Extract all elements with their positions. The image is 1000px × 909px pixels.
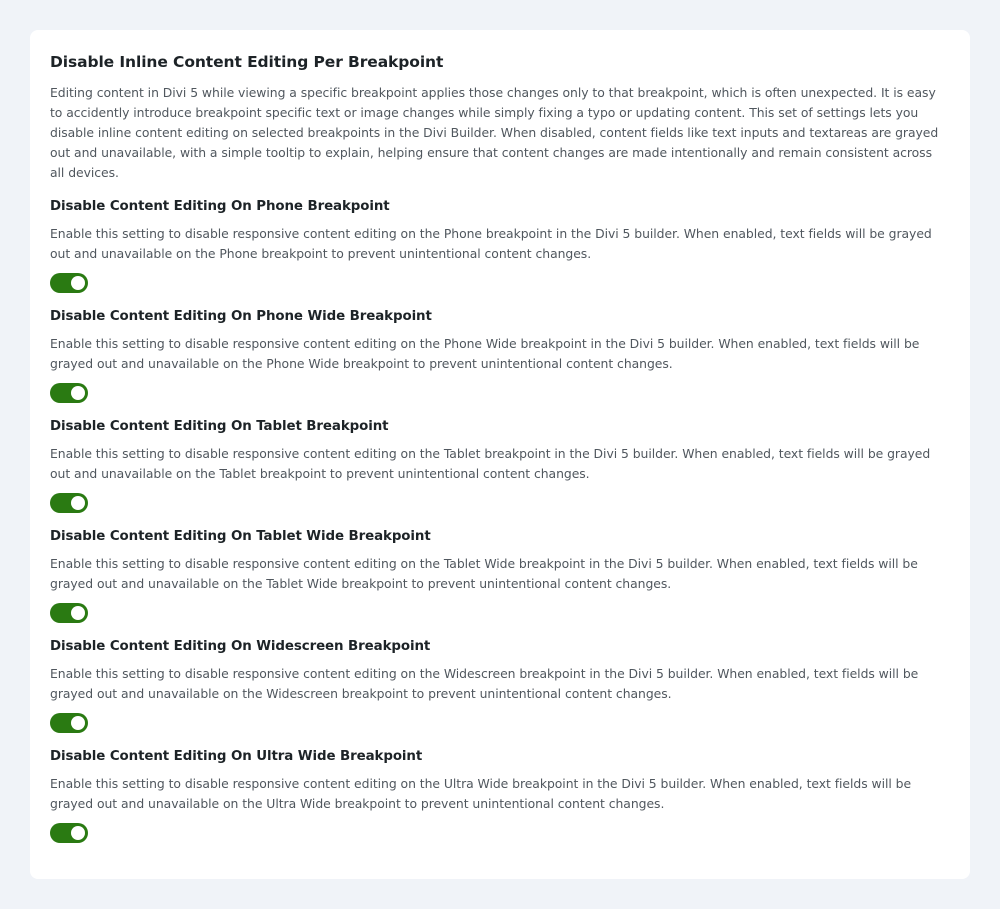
setting-phone [50,198,950,293]
setting-tablet [50,418,950,513]
setting-description: Enable this setting to disable responsive content editing on the Widescreen breakpoint in the Divi 5 builder. When enabled, text fields will be grayed out and unavailable on the Widescreen breakpoint to prevent unintentional content changes. [50,666,919,701]
setting-tablet-wide [50,528,950,623]
toggle-knob [71,716,85,730]
setting-ultra-wide [50,748,950,843]
setting-title: Disable Content Editing On Phone Wide Breakpoint [50,309,432,324]
phone-toggle[interactable] [50,273,88,293]
setting-title: Disable Content Editing On Tablet Breakpoint [50,419,389,434]
setting-phone-wide [50,308,950,403]
setting-description: Enable this setting to disable responsive content editing on the Ultra Wide breakpoint in the Divi 5 builder. When enabled, text fields will be grayed out and unavailable on the Ultra Wide breakpoint to prevent unintentional content changes. [50,776,912,811]
phone-wide-toggle[interactable] [50,383,88,403]
card-description: Editing content in Divi 5 while viewing a specific breakpoint applies those changes only to that breakpoint, which is often unexpected. It is easy to accidently introduce breakpoint specific text or image changes while simply fixing a typo or updating content. This set of settings lets you disable inline content editing on selected breakpoints in the Divi Builder. When disabled, content fields like text inputs and textareas are grayed out and unavailable, with a simple tooltip to explain, helping ensure that content changes are made intentionally and remain consistent across all devices. [50,85,939,180]
toggle-knob [71,826,85,840]
toggle-knob [71,276,85,290]
toggle-knob [71,496,85,510]
widescreen-toggle[interactable] [50,713,88,733]
setting-widescreen [50,638,950,733]
toggle-knob [71,386,85,400]
card-title: Disable Inline Content Editing Per Breakpoint [50,53,444,71]
setting-title: Disable Content Editing On Tablet Wide Breakpoint [50,529,431,544]
setting-title: Disable Content Editing On Ultra Wide Breakpoint [50,749,423,764]
setting-description: Enable this setting to disable responsive content editing on the Phone Wide breakpoint in the Divi 5 builder. When enabled, text fields will be grayed out and unavailable on the Phone Wide breakpoint to prevent unintentional content changes. [50,336,920,371]
setting-description: Enable this setting to disable responsive content editing on the Tablet breakpoint in the Divi 5 builder. When enabled, text fields will be grayed out and unavailable on the Tablet breakpoint to prevent unintentional content changes. [50,446,931,481]
setting-title: Disable Content Editing On Widescreen Breakpoint [50,639,431,654]
settings-card [30,30,970,879]
tablet-toggle[interactable] [50,493,88,513]
ultra-wide-toggle[interactable] [50,823,88,843]
toggle-knob [71,606,85,620]
tablet-wide-toggle[interactable] [50,603,88,623]
setting-description: Enable this setting to disable responsive content editing on the Tablet Wide breakpoint in the Divi 5 builder. When enabled, text fields will be grayed out and unavailable on the Tablet Wide breakpoint to prevent unintentional content changes. [50,556,918,591]
setting-title: Disable Content Editing On Phone Breakpoint [50,199,390,214]
setting-description: Enable this setting to disable responsive content editing on the Phone breakpoint in the Divi 5 builder. When enabled, text fields will be grayed out and unavailable on the Phone breakpoint to prevent unintentional content changes. [50,226,932,261]
